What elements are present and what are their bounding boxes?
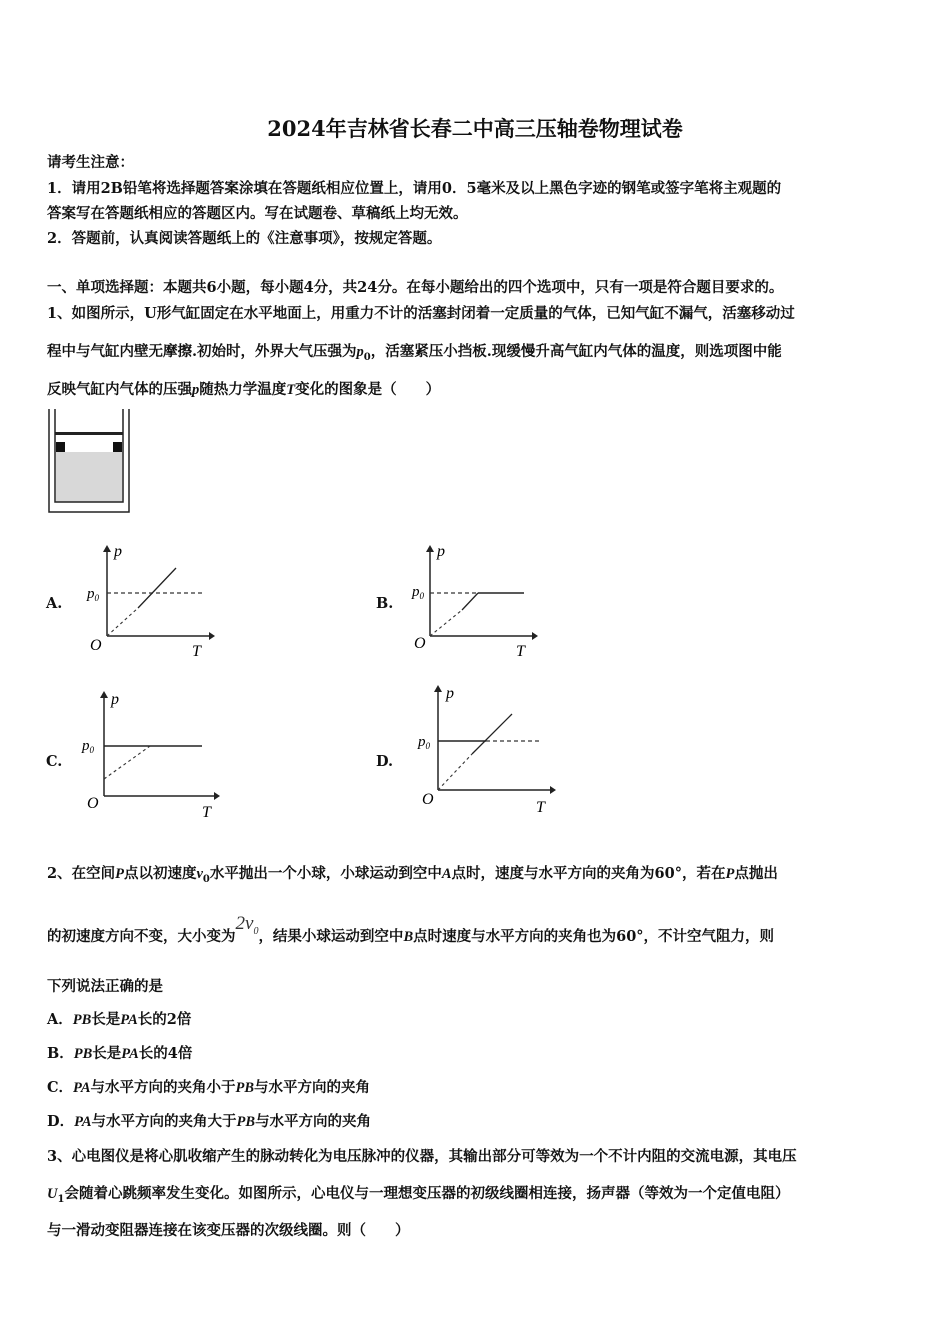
origin-label: O: [87, 795, 99, 812]
notice-line-3: 2．答题前，认真阅读答题纸上的《注意事项》，按规定答题。: [47, 230, 442, 247]
right-stopper: [113, 442, 122, 452]
p0-label: $p_0$: [412, 584, 424, 601]
solid-segment: [472, 714, 512, 754]
x-axis-label: T: [536, 799, 545, 816]
y-axis-arrow: [103, 545, 111, 552]
q1-line-3: 反映气缸内气体的压强p随热力学温度T变化的图象是（ ）: [47, 381, 441, 398]
piston: [55, 432, 123, 435]
gas-region: [56, 452, 122, 502]
x-axis-arrow: [214, 792, 220, 800]
q2-option-c[interactable]: C．PA与水平方向的夹角小于PB与水平方向的夹角: [47, 1079, 371, 1096]
y-axis-arrow: [426, 545, 434, 552]
initial-speed-expression: $2v_0$: [235, 913, 259, 937]
x-axis-arrow: [550, 786, 556, 794]
q1-option-d-graph[interactable]: [414, 680, 564, 818]
q2-line-3: 下列说法正确的是: [47, 978, 163, 995]
section-heading: 一、单项选择题：本题共6小题，每小题4分，共24分。在每小题给出的四个选项中，只有一项是符合题目要求的。: [47, 279, 784, 296]
x-axis-arrow: [532, 632, 538, 640]
q2-line-1: 2、在空间P点以初速度$v_0$水平抛出一个小球，小球运动到空中A点时，速度与水平方向的夹角为60°，若在P点抛出: [47, 865, 778, 885]
p0-label: $p_0$: [87, 586, 99, 603]
dashed-segment: [430, 610, 462, 636]
origin-label: O: [90, 637, 102, 654]
dashed-segment: [438, 754, 472, 790]
p0-label: $p_0$: [418, 734, 430, 751]
y-axis-arrow: [434, 685, 442, 692]
q2-option-b[interactable]: B．PB长是PA长的4倍: [47, 1045, 193, 1062]
dashed-segment: [104, 746, 150, 779]
q1-line-1: 1、如图所示，U形气缸固定在水平地面上，用重力不计的活塞封闭着一定质量的气体，已知气缸不漏气，活塞移动过: [47, 305, 795, 322]
x-axis-label: T: [516, 643, 525, 660]
q1-line-2: 程中与气缸内壁无摩擦.初始时，外界大气压强为$p_0$，活塞紧压小挡板.现缓慢升高气缸内气体的温度，则选项图中能: [47, 343, 782, 363]
y-axis-label: p: [114, 543, 122, 560]
q3-line-2: $U_1$会随着心跳频率发生变化。如图所示，心电仪与一理想变压器的初级线圈相连接，扬声器（等效为一个定值电阻）: [47, 1185, 790, 1205]
cylinder-diagram: [44, 405, 134, 517]
page-title: 2024年吉林省长春二中高三压轴卷物理试卷: [267, 116, 683, 141]
q1-option-a-letter[interactable]: A.: [46, 595, 63, 612]
q1-option-b-graph[interactable]: [410, 540, 545, 660]
notice-line-2: 答案写在答题纸相应的答题区内。写在试题卷、草稿纸上均无效。: [47, 205, 468, 222]
q2-line-2: 的初速度方向不变，大小变为$2v_0$，结果小球运动到空中B点时速度与水平方向的夹角也为60°，不计空气阻力，则: [47, 913, 775, 945]
q1-option-c-graph[interactable]: [78, 686, 228, 821]
q2-option-a[interactable]: A．PB长是PA长的2倍: [47, 1011, 192, 1028]
notice-line-1: 1．请用2B铅笔将选择题答案涂填在答题纸相应位置上，请用0．5毫米及以上黑色字迹的钢笔或签字笔将主观题的: [47, 180, 782, 197]
q1-option-b-letter[interactable]: B.: [376, 595, 394, 612]
x-axis-arrow: [209, 632, 215, 640]
q1-option-a-graph[interactable]: [84, 540, 219, 660]
y-axis-label: p: [111, 691, 119, 708]
notice-heading: 请考生注意：: [47, 154, 134, 171]
x-axis-label: T: [192, 643, 201, 660]
left-stopper: [56, 442, 65, 452]
p0-label: $p_0$: [82, 738, 94, 755]
q1-option-d-letter[interactable]: D.: [376, 753, 394, 770]
q1-option-c-letter[interactable]: C.: [46, 753, 63, 770]
solid-segment: [138, 568, 176, 608]
y-axis-arrow: [100, 691, 108, 698]
solid-rising-segment: [462, 593, 478, 610]
origin-label: O: [414, 635, 426, 652]
q2-option-d[interactable]: D．PA与水平方向的夹角大于PB与水平方向的夹角: [47, 1113, 372, 1130]
q3-line-3: 与一滑动变阻器连接在该变压器的次级线圈。则（ ）: [47, 1222, 410, 1239]
y-axis-label: p: [446, 685, 454, 702]
dashed-segment: [107, 608, 138, 636]
q3-line-1: 3、心电图仪是将心肌收缩产生的脉动转化为电压脉冲的仪器，其输出部分可等效为一个不计内阻的交流电源，其电压: [47, 1148, 797, 1165]
origin-label: O: [422, 791, 434, 808]
y-axis-label: p: [437, 543, 445, 560]
x-axis-label: T: [202, 804, 211, 821]
